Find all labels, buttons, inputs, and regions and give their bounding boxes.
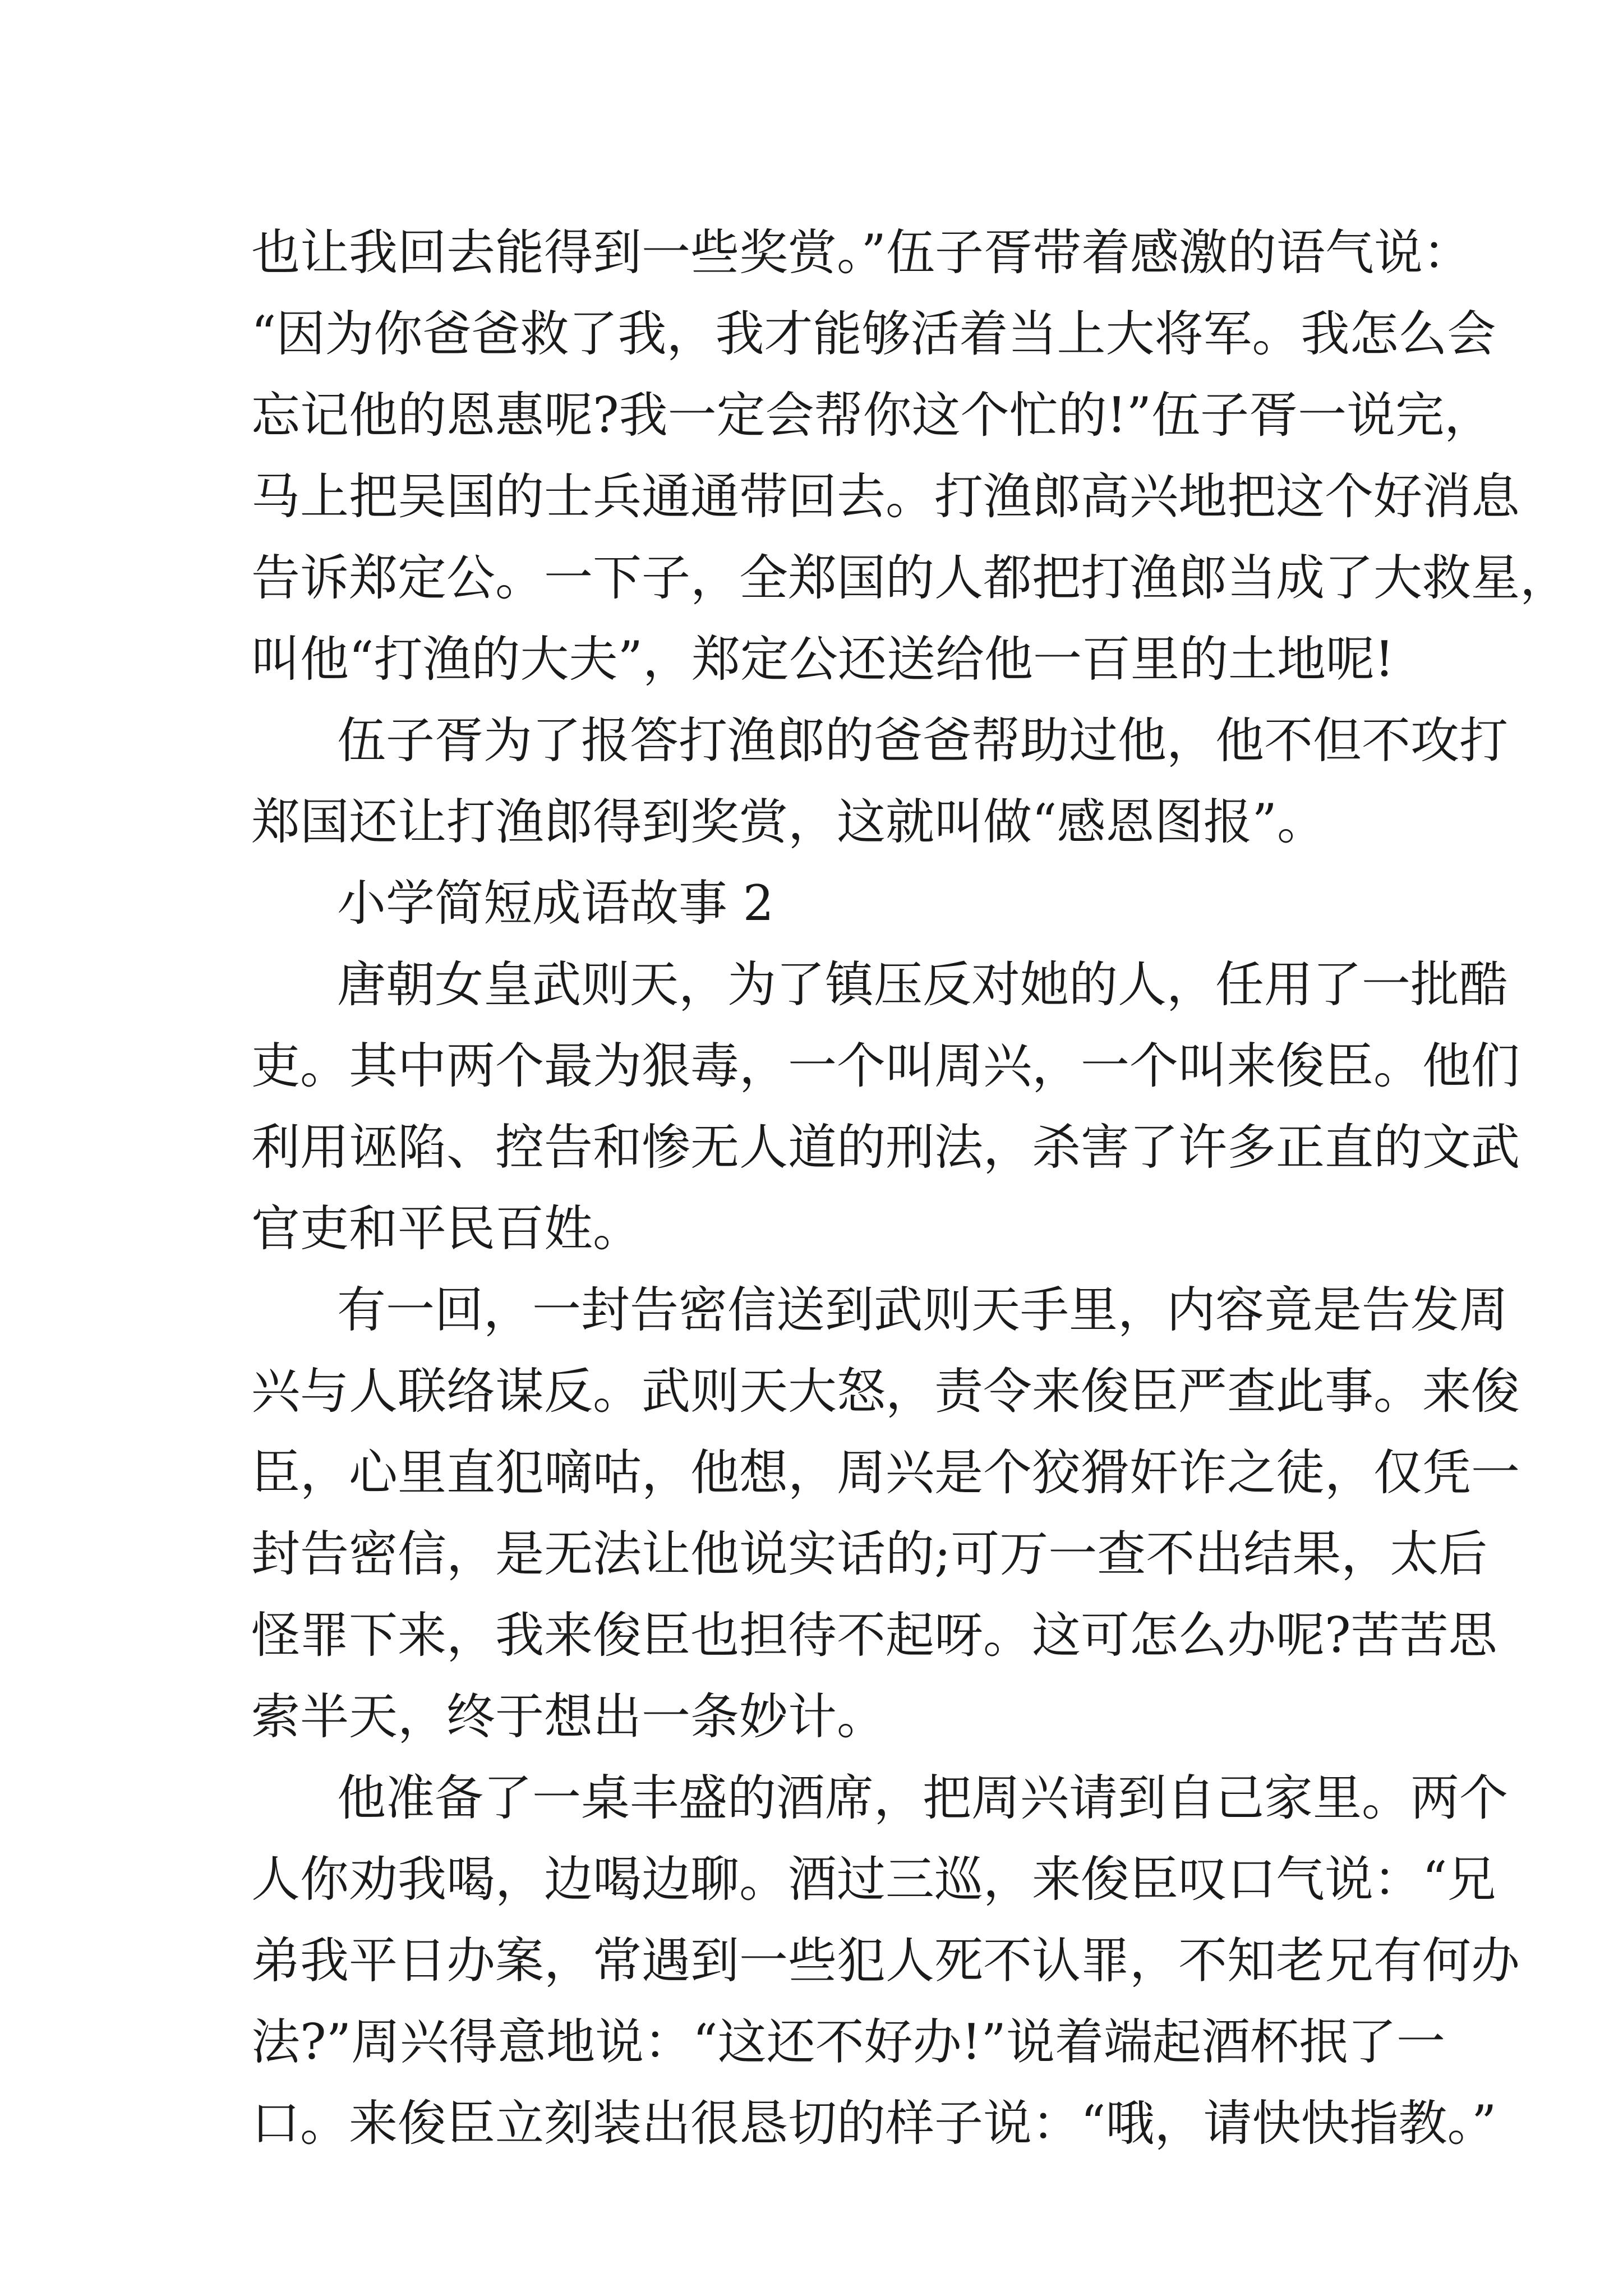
text-line-6: 叫他“打渔的大夫”，郑定公还送给他一百里的土地呢!: [251, 631, 1394, 688]
paragraph-start-line: 有一回，一封告密信送到武则天手里，内容竟是告发周: [337, 1281, 1508, 1338]
text-line-21: 人你劝我喝，边喝边聊。酒过三巡，来俊臣叹口气说：“兄: [251, 1851, 1496, 1908]
text-line-3: 忘记他的恩惠呢?我一定会帮你这个忙的!”伍子胥一说完，: [251, 386, 1493, 444]
text-line-8: 郑国还让打渔郎得到奖赏，这就叫做“感恩图报”。: [251, 793, 1326, 850]
text-line-19: 索半天，终于想出一条妙计。: [251, 1688, 886, 1745]
text-line-11: 吏。其中两个最为狠毒，一个叫周兴，一个叫来俊臣。他们: [251, 1037, 1520, 1094]
text-line-18: 怪罪下来，我来俊臣也担待不起呀。这可怎么办呢?苦苦思: [251, 1607, 1497, 1664]
text-line-24: 口。来俊臣立刻装出很恳切的样子说：“哦，请快快指教。”: [251, 2095, 1497, 2152]
text-line-15: 兴与人联络谋反。武则天大怒，责令来俊臣严查此事。来俊: [251, 1363, 1520, 1420]
text-line-5: 告诉郑定公。一下子，全郑国的人都把打渔郎当成了大救星，: [251, 549, 1569, 606]
section-heading: 小学简短成语故事 2: [337, 875, 774, 932]
text-line-23: 法?”周兴得意地说：“这还不好办!”说着端起酒杯抿了一: [251, 2013, 1446, 2070]
text-line-13: 官吏和平民百姓。: [251, 1200, 642, 1257]
text-line-12: 利用诬陷、控告和惨无人道的刑法，杀害了许多正直的文武: [251, 1119, 1520, 1176]
paragraph-start-line: 唐朝女皇武则天，为了镇压反对她的人，任用了一批酷: [337, 956, 1508, 1013]
text-line-2: “因为你爸爸救了我，我才能够活着当上大将军。我怎么会: [251, 305, 1496, 362]
paragraph-start-line: 伍子胥为了报答打渔郎的爸爸帮助过他，他不但不攻打: [337, 712, 1508, 769]
text-line-17: 封告密信，是无法让他说实话的;可万一查不出结果，太后: [251, 1525, 1488, 1582]
text-line-16: 臣，心里直犯嘀咕，他想，周兴是个狡猾奸诈之徒，仅凭一: [251, 1444, 1520, 1501]
text-line-4: 马上把吴国的士兵通通带回去。打渔郎高兴地把这个好消息: [251, 468, 1520, 525]
text-line-1: 也让我回去能得到一些奖赏。”伍子胥带着感激的语气说：: [251, 224, 1472, 281]
text-line-22: 弟我平日办案，常遇到一些犯人死不认罪，不知老兄有何办: [251, 1932, 1520, 1989]
paragraph-start-line: 他准备了一桌丰盛的酒席，把周兴请到自己家里。两个: [337, 1769, 1508, 1826]
